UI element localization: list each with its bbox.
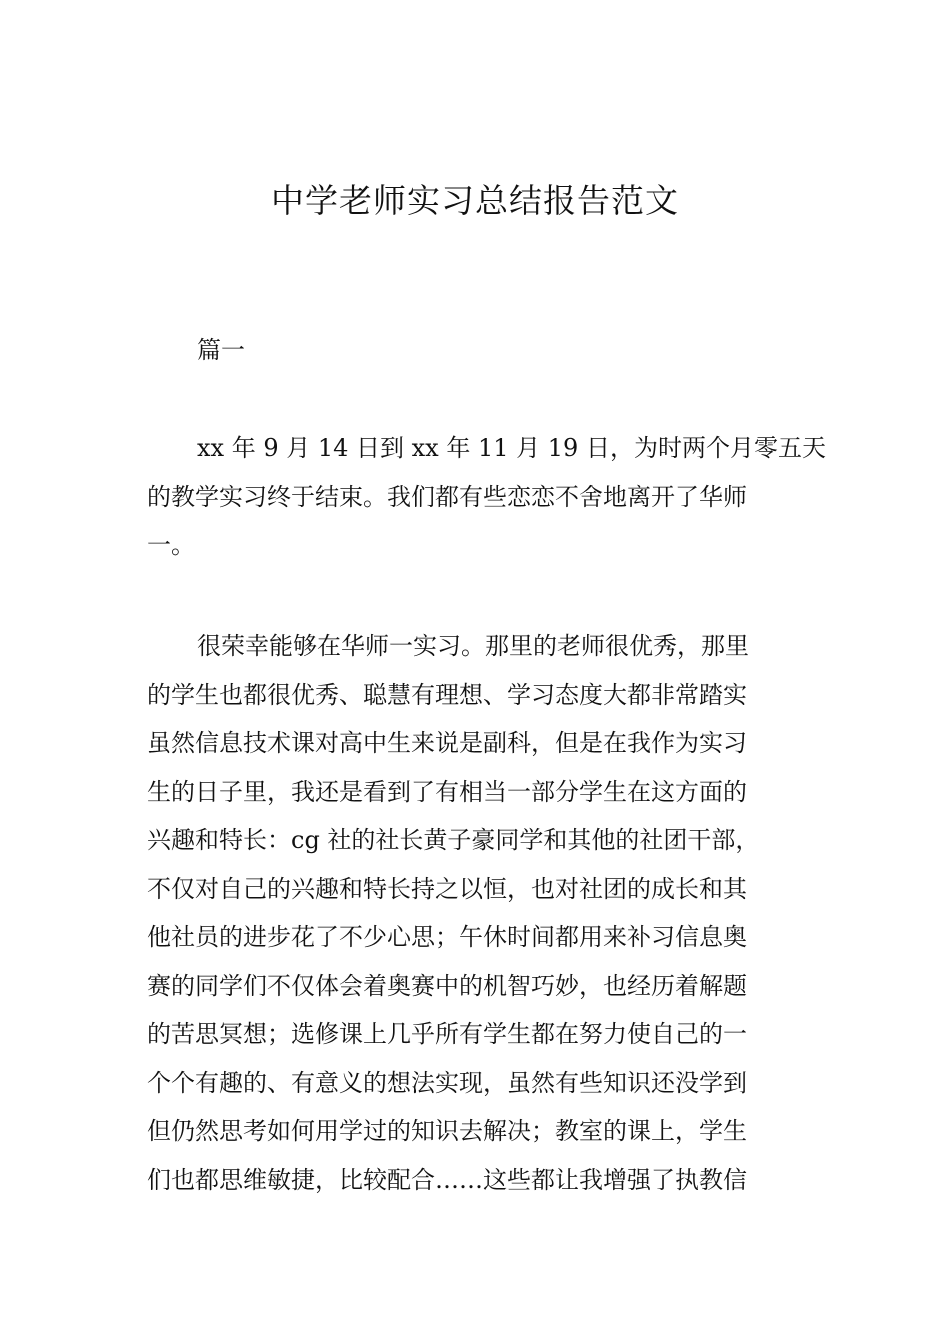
paragraph-line: 兴趣和特长：cg 社的社长黄子豪同学和其他的社团干部， — [147, 826, 760, 854]
paragraph-line: 不仅对自己的兴趣和特长持之以恒，也对社团的成长和其 — [147, 874, 747, 903]
paragraph-line: 的苦思冥想；选修课上几乎所有学生都在努力使自己的一 — [147, 1020, 747, 1048]
paragraph-1 — [147, 424, 826, 570]
section-label: 篇一 — [197, 336, 245, 364]
paragraph-line — [147, 1204, 805, 1253]
paragraph-line: 但仍然思考如何用学过的知识去解决；教室的课上，学生 — [147, 1117, 747, 1145]
paragraph-line: 们也都思维敏捷，比较配合……这些都让我增强了执教信 — [147, 1165, 747, 1194]
paragraph-line: 他社员的进步花了不少心思；午休时间都用来补习信息奥 — [147, 923, 747, 951]
paragraph-line: 一。 — [147, 531, 195, 559]
paragraph-line: xx 年 9 月 14 日到 xx 年 11 月 19 日，为时两个月零五天 — [197, 434, 826, 462]
paragraph-line: 生的日子里，我还是看到了有相当一部分学生在这方面的 — [147, 777, 747, 806]
paragraph-2 — [147, 622, 805, 1253]
paragraph-line: 虽然信息技术课对高中生来说是副科，但是在我作为实习 — [147, 729, 747, 757]
paragraph-line: 个个有趣的、有意义的想法实现，虽然有些知识还没学到 — [147, 1068, 747, 1097]
paragraph-line: 很荣幸能够在华师一实习。那里的老师很优秀，那里 — [197, 632, 749, 660]
document-title: 中学老师实习总结报告范文 — [271, 181, 679, 220]
paragraph-line: 的教学实习终于结束。我们都有些恋恋不舍地离开了华师 — [147, 482, 747, 511]
paragraph-line: 的学生也都很优秀、聪慧有理想、学习态度大都非常踏实 — [147, 680, 747, 709]
paragraph-line: 赛的同学们不仅体会着奥赛中的机智巧妙，也经历着解题 — [147, 971, 747, 1000]
